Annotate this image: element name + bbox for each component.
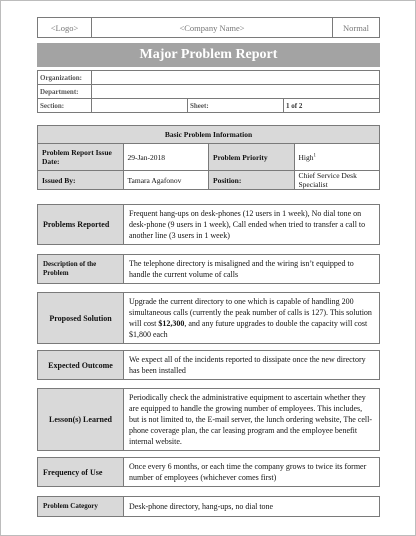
organization-label: Organization: xyxy=(38,71,92,85)
proposed-solution-text-1: Upgrade the current directory to one which is capable of handling 200 simultaneous calls (currently the peak number of calls is 127). This solution will cost xyxy=(129,297,372,328)
position-value: Chief Service Desk Specialist xyxy=(294,171,380,190)
meta-table xyxy=(37,70,380,113)
expected-outcome-text: We expect all of the incidents reported to dissipate once the new directory has been installed xyxy=(124,351,380,380)
frequency-section xyxy=(37,457,380,487)
problems-reported-text: Frequent hang-ups on desk-phones (12 users in 1 week), No dial tone on desk-phone (9 users in 1 week), Call ended when tried to transfer a call to another line (3 users in 1 week) xyxy=(124,205,380,245)
description-label: Description of the Problem xyxy=(38,255,124,284)
lessons-learned-label: Lesson(s) Learned xyxy=(38,389,124,451)
expected-outcome-label: Expected Outcome xyxy=(38,351,124,380)
logo-placeholder: <Logo> xyxy=(38,18,92,38)
document-header xyxy=(37,17,380,38)
lessons-learned-section xyxy=(37,388,380,451)
issue-date-value: 29-Jan-2018 xyxy=(123,144,209,171)
issued-by-label: Issued By: xyxy=(38,171,124,190)
frequency-label: Frequency of Use xyxy=(38,458,124,487)
basic-info-heading: Basic Problem Information xyxy=(38,126,380,144)
proposed-solution-text-2: , and any future upgrades to double the capacity will cost $1,800 each xyxy=(129,319,368,339)
proposed-solution-label: Proposed Solution xyxy=(38,293,124,344)
issued-by-value: Tamara Agafonov xyxy=(123,171,209,190)
problem-category-section xyxy=(37,496,380,517)
description-section xyxy=(37,254,380,284)
problem-category-label: Problem Category xyxy=(38,497,124,517)
department-label: Department: xyxy=(38,85,92,99)
section-label: Section: xyxy=(38,99,92,113)
expected-outcome-section xyxy=(37,350,380,380)
department-field[interactable] xyxy=(92,85,380,99)
position-label: Position: xyxy=(209,171,295,190)
problem-category-text: Desk-phone directory, hang-ups, no dial tone xyxy=(124,497,380,517)
problems-reported-section xyxy=(37,204,380,245)
solution-cost: $12,300 xyxy=(158,319,185,328)
section-field[interactable] xyxy=(92,99,188,113)
description-text: The telephone directory is misaligned and the wiring isn’t equipped to handle the current volume of calls xyxy=(124,255,380,284)
frequency-text: Once every 6 months, or each time the company grows to twice its former number of employees (whichever comes first) xyxy=(124,458,380,487)
sheet-value: 1 of 2 xyxy=(284,99,380,113)
issue-date-label: Problem Report Issue Date: xyxy=(38,144,124,171)
priority-value: High xyxy=(298,152,314,162)
proposed-solution-cell xyxy=(124,293,380,344)
problems-reported-label: Problems Reported xyxy=(38,205,124,245)
priority-footnote: 1 xyxy=(313,153,316,158)
style-label: Normal xyxy=(333,18,380,38)
proposed-solution-section xyxy=(37,292,380,344)
priority-label: Problem Priority xyxy=(209,144,295,171)
report-title: Major Problem Report xyxy=(37,43,380,67)
lessons-learned-text: Periodically check the administrative equipment to ascertain whether they are equipped to handle the growing number of employees. This includes, but is not limited to, the E-mail server, the lunch ordering website, The cell-phone coverage plan, the car leasing program and the employee benefit internal website. xyxy=(124,389,380,451)
priority-cell xyxy=(294,144,380,171)
organization-field[interactable] xyxy=(92,71,380,85)
sheet-label: Sheet: xyxy=(188,99,284,113)
company-name-placeholder: <Company Name> xyxy=(92,18,333,38)
basic-info-table xyxy=(37,125,380,190)
